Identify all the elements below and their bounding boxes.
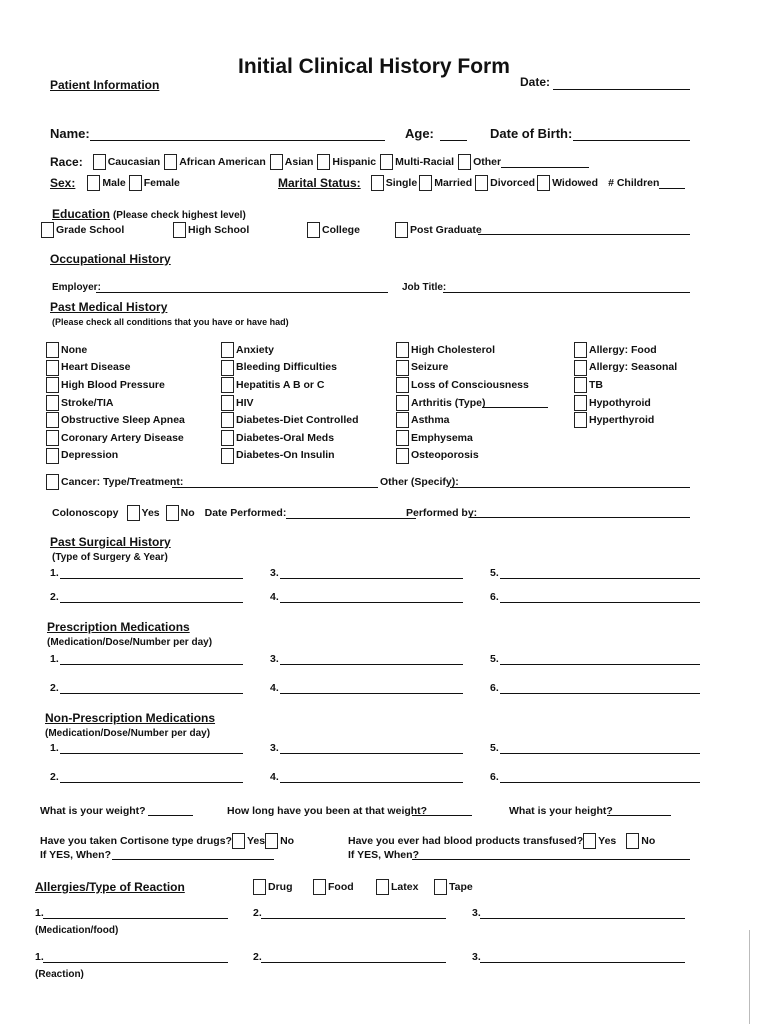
condition-label: Hyperthyroid — [589, 414, 655, 427]
condition-label: Coronary Artery Disease — [61, 431, 184, 444]
entry-field[interactable] — [500, 578, 700, 579]
employer-label: Employer: — [52, 282, 101, 293]
entry-field[interactable] — [500, 693, 700, 694]
condition-item — [221, 395, 254, 411]
race-option: Asian — [284, 155, 314, 168]
race-other-field[interactable] — [501, 157, 589, 168]
condition-item — [221, 360, 337, 376]
allergy-field[interactable] — [480, 918, 685, 919]
condition-item — [396, 377, 529, 393]
race-option: Hispanic — [332, 155, 377, 168]
marital-label: Marital Status: — [278, 176, 361, 190]
condition-checkbox[interactable] — [46, 430, 59, 446]
entry-field[interactable] — [500, 664, 700, 665]
race-checkbox[interactable] — [380, 154, 393, 170]
condition-item — [574, 377, 603, 393]
entry-number: 3. — [472, 907, 481, 919]
height-field[interactable] — [607, 815, 671, 816]
marital-option: Married — [434, 176, 473, 189]
condition-label: Allergy: Food — [589, 343, 657, 356]
performed-by-label: Performed by: — [406, 507, 478, 519]
name-field[interactable] — [90, 140, 385, 141]
allergy-option — [313, 879, 354, 895]
sex-label: Sex: — [50, 176, 76, 190]
edu-checkbox[interactable] — [395, 222, 408, 238]
condition-item — [396, 360, 448, 376]
allergy-field[interactable] — [43, 962, 228, 963]
condition-checkbox[interactable] — [46, 377, 59, 393]
blood-label: Have you ever had blood products transfused? — [348, 834, 584, 847]
allergy-checkbox[interactable] — [376, 879, 389, 895]
entry-number: 4. — [270, 591, 279, 603]
weight-field[interactable] — [148, 815, 193, 816]
sex-checkbox[interactable] — [129, 175, 142, 191]
condition-checkbox[interactable] — [221, 377, 234, 393]
date-label: Date: — [520, 75, 551, 89]
age-label: Age: — [405, 126, 434, 141]
condition-label: Bleeding Difficulties — [236, 361, 337, 374]
allergy-field[interactable] — [43, 918, 228, 919]
date-field[interactable] — [553, 89, 690, 90]
condition-label: Obstructive Sleep Apnea — [61, 414, 185, 427]
allergies-heading: Allergies/Type of Reaction — [35, 880, 185, 894]
allergy-option — [253, 879, 293, 895]
arthritis-type-field[interactable] — [482, 407, 548, 408]
entry-number: 1. — [35, 951, 44, 963]
edu-checkbox[interactable] — [41, 222, 54, 238]
condition-label: None — [61, 343, 88, 356]
entry-number: 6. — [490, 682, 499, 694]
entry-field[interactable] — [60, 578, 243, 579]
edu-label: College — [322, 223, 360, 236]
education-label: Education — [52, 207, 111, 221]
race-option: Caucasian — [107, 155, 161, 168]
entry-field[interactable] — [280, 664, 463, 665]
blood-yes-checkbox[interactable] — [583, 833, 596, 849]
cancer-checkbox[interactable] — [46, 474, 59, 490]
condition-item — [574, 360, 677, 376]
allergy-checkbox[interactable] — [434, 879, 447, 895]
education-note: (Please check highest level) — [112, 210, 246, 221]
condition-label: Asthma — [411, 414, 450, 427]
cancer-field[interactable] — [172, 487, 378, 488]
allergy-option — [434, 879, 473, 895]
condition-checkbox[interactable] — [574, 377, 587, 393]
condition-checkbox[interactable] — [221, 448, 234, 464]
cancer-label: Cancer: Type/Treatment: — [61, 475, 184, 488]
marital-option: Divorced — [490, 176, 536, 189]
entry-field[interactable] — [280, 782, 463, 783]
condition-label: Seizure — [411, 361, 449, 374]
condition-checkbox[interactable] — [221, 360, 234, 376]
reaction-label: (Reaction) — [35, 969, 84, 980]
condition-checkbox[interactable] — [396, 395, 409, 411]
psh-note: (Type of Surgery & Year) — [52, 552, 168, 563]
condition-label: Allergy: Seasonal — [589, 361, 678, 374]
performed-by-field[interactable] — [470, 517, 690, 518]
blood-when-field[interactable] — [412, 859, 690, 860]
entry-number: 3. — [270, 567, 279, 579]
condition-item — [221, 412, 359, 428]
dob-field[interactable] — [573, 140, 690, 141]
height-label: What is your height? — [509, 805, 613, 817]
allergy-field[interactable] — [261, 918, 446, 919]
entry-number: 6. — [490, 771, 499, 783]
medication-food-label: (Medication/food) — [35, 925, 119, 936]
dob-label: Date of Birth: — [490, 126, 573, 141]
sex-option: Male — [102, 176, 126, 189]
condition-item — [46, 342, 87, 358]
yes-label: Yes — [246, 834, 266, 847]
edu-option — [395, 222, 482, 238]
condition-label: High Cholesterol — [411, 343, 496, 356]
marital-checkbox[interactable] — [475, 175, 488, 191]
condition-checkbox[interactable] — [46, 448, 59, 464]
cortisone-row — [40, 833, 294, 849]
patient-info-heading: Patient Information — [50, 78, 160, 92]
date-performed-label: Date Performed: — [204, 506, 287, 519]
edu-option — [307, 222, 360, 238]
sex-option: Female — [143, 176, 180, 189]
entry-number: 3. — [270, 653, 279, 665]
entry-number: 2. — [50, 591, 59, 603]
cortisone-label: Have you taken Cortisone type drugs? — [40, 834, 232, 847]
entry-field[interactable] — [60, 664, 243, 665]
condition-item — [221, 342, 274, 358]
condition-label: HIV — [236, 396, 254, 409]
allergy-checkbox[interactable] — [313, 879, 326, 895]
allergy-field[interactable] — [261, 962, 446, 963]
condition-checkbox[interactable] — [221, 412, 234, 428]
children-label: # Children — [608, 176, 660, 189]
condition-item — [396, 395, 485, 411]
condition-item — [46, 395, 114, 411]
condition-item — [46, 377, 165, 393]
condition-checkbox[interactable] — [396, 412, 409, 428]
entry-number: 2. — [50, 771, 59, 783]
weight-duration-field[interactable] — [412, 815, 472, 816]
entry-field[interactable] — [60, 782, 243, 783]
condition-checkbox[interactable] — [396, 448, 409, 464]
cancer-row — [46, 474, 183, 490]
condition-label: Emphysema — [411, 431, 473, 444]
blood-when-label: If YES, When? — [348, 849, 419, 861]
condition-checkbox[interactable] — [574, 360, 587, 376]
condition-checkbox[interactable] — [396, 430, 409, 446]
condition-item — [46, 360, 130, 376]
race-checkbox[interactable] — [164, 154, 177, 170]
sex-row — [50, 175, 180, 191]
condition-item — [221, 448, 335, 464]
allergy-checkbox[interactable] — [253, 879, 266, 895]
condition-item — [396, 342, 495, 358]
marital-checkbox[interactable] — [419, 175, 432, 191]
condition-checkbox[interactable] — [574, 395, 587, 411]
condition-label: Stroke/TIA — [61, 396, 114, 409]
condition-item — [574, 412, 654, 428]
colonoscopy-no-checkbox[interactable] — [166, 505, 179, 521]
allergy-label: Food — [328, 880, 354, 893]
rx-heading: Prescription Medications — [47, 620, 190, 634]
marital-checkbox[interactable] — [371, 175, 384, 191]
condition-label: Diabetes-Diet Controlled — [236, 414, 359, 427]
entry-number: 4. — [270, 682, 279, 694]
edu-checkbox[interactable] — [307, 222, 320, 238]
colonoscopy-label: Colonoscopy — [52, 506, 119, 519]
condition-label: Heart Disease — [61, 361, 131, 374]
entry-number: 3. — [472, 951, 481, 963]
form-title: Initial Clinical History Form — [238, 55, 510, 78]
cortisone-yes-checkbox[interactable] — [232, 833, 245, 849]
colonoscopy-yes-checkbox[interactable] — [127, 505, 140, 521]
race-option: Multi-Racial — [395, 155, 455, 168]
condition-label: Diabetes-Oral Meds — [236, 431, 335, 444]
rx-note: (Medication/Dose/Number per day) — [47, 637, 213, 648]
marital-row — [278, 175, 685, 191]
entry-field[interactable] — [500, 782, 700, 783]
condition-item — [396, 430, 473, 446]
job-title-label: Job Title: — [402, 282, 447, 293]
sex-checkbox[interactable] — [87, 175, 100, 191]
entry-number: 2. — [253, 907, 262, 919]
entry-number: 1. — [50, 567, 59, 579]
allergy-option — [376, 879, 418, 895]
edu-label: Grade School — [56, 223, 125, 236]
entry-number: 1. — [50, 653, 59, 665]
pmh-heading: Past Medical History — [50, 300, 168, 314]
condition-item — [574, 395, 651, 411]
entry-field[interactable] — [280, 693, 463, 694]
otc-heading: Non-Prescription Medications — [45, 711, 216, 725]
condition-checkbox[interactable] — [221, 430, 234, 446]
condition-item — [46, 430, 184, 446]
condition-checkbox[interactable] — [396, 342, 409, 358]
condition-checkbox[interactable] — [396, 360, 409, 376]
allergy-field[interactable] — [480, 962, 685, 963]
condition-label: Diabetes-On Insulin — [236, 449, 335, 462]
marital-option: Widowed — [552, 176, 599, 189]
psh-heading: Past Surgical History — [50, 535, 171, 549]
weight-label: What is your weight? — [40, 805, 146, 817]
job-title-field[interactable] — [443, 292, 690, 293]
race-row — [50, 154, 589, 170]
no-label: No — [280, 834, 295, 847]
edu-checkbox[interactable] — [173, 222, 186, 238]
condition-checkbox[interactable] — [46, 412, 59, 428]
condition-item — [574, 342, 657, 358]
condition-checkbox[interactable] — [574, 412, 587, 428]
condition-label: Anxiety — [236, 343, 274, 356]
entry-number: 5. — [490, 567, 499, 579]
condition-label: Depression — [61, 449, 119, 462]
entry-field[interactable] — [60, 602, 243, 603]
entry-number: 5. — [490, 742, 499, 754]
condition-label: TB — [589, 378, 603, 391]
race-checkbox[interactable] — [270, 154, 283, 170]
yes-label: Yes — [141, 506, 160, 519]
yes-label: Yes — [598, 834, 617, 847]
no-label: No — [180, 506, 195, 519]
race-checkbox[interactable] — [458, 154, 471, 170]
condition-item — [221, 377, 324, 393]
entry-number: 1. — [50, 742, 59, 754]
age-field[interactable] — [440, 140, 467, 141]
race-option: Other — [473, 155, 502, 168]
allergy-label: Drug — [268, 880, 293, 893]
condition-label: Hepatitis A B or C — [236, 378, 325, 391]
condition-label: High Blood Pressure — [61, 378, 165, 391]
condition-checkbox[interactable] — [46, 395, 59, 411]
condition-checkbox[interactable] — [221, 395, 234, 411]
condition-checkbox[interactable] — [46, 342, 59, 358]
condition-item — [46, 448, 118, 464]
condition-label: Arthritis (Type) — [411, 396, 486, 409]
edu-option — [173, 222, 249, 238]
condition-label: Osteoporosis — [411, 449, 479, 462]
entry-number: 2. — [50, 682, 59, 694]
weight-duration-label: How long have you been at that weight? — [227, 805, 428, 817]
condition-checkbox[interactable] — [574, 342, 587, 358]
edu-label: Post Graduate — [410, 223, 482, 236]
entry-field[interactable] — [60, 693, 243, 694]
entry-field[interactable] — [280, 753, 463, 754]
entry-number: 6. — [490, 591, 499, 603]
condition-item — [396, 412, 450, 428]
pmh-note: (Please check all conditions that you have or have had) — [52, 317, 289, 327]
other-label: Other (Specify): — [380, 476, 459, 488]
education-heading — [52, 208, 246, 221]
condition-item — [46, 412, 185, 428]
employer-field[interactable] — [96, 292, 388, 293]
marital-option: Single — [385, 176, 418, 189]
race-option: African American — [179, 155, 266, 168]
race-label: Race: — [50, 155, 83, 169]
entry-number: 2. — [253, 951, 262, 963]
name-label: Name: — [50, 126, 90, 141]
occupational-heading: Occupational History — [50, 252, 171, 266]
other-field[interactable] — [450, 487, 690, 488]
cortisone-when-field[interactable] — [112, 859, 274, 860]
blood-no-checkbox[interactable] — [626, 833, 639, 849]
children-field[interactable] — [659, 178, 685, 189]
entry-number: 1. — [35, 907, 44, 919]
condition-label: Hypothyroid — [589, 396, 651, 409]
blood-row — [348, 833, 655, 849]
condition-item — [396, 448, 479, 464]
condition-checkbox[interactable] — [46, 360, 59, 376]
no-label: No — [641, 834, 656, 847]
date-performed-field[interactable] — [286, 508, 416, 519]
entry-number: 4. — [270, 771, 279, 783]
entry-field[interactable] — [500, 753, 700, 754]
cortisone-no-checkbox[interactable] — [265, 833, 278, 849]
entry-number: 5. — [490, 653, 499, 665]
entry-field[interactable] — [60, 753, 243, 754]
entry-field[interactable] — [500, 602, 700, 603]
entry-field[interactable] — [280, 602, 463, 603]
cortisone-when-label: If YES, When? — [40, 849, 111, 861]
race-checkbox[interactable] — [317, 154, 330, 170]
condition-label: Loss of Consciousness — [411, 378, 529, 391]
post-graduate-field[interactable] — [478, 234, 690, 235]
entry-number: 3. — [270, 742, 279, 754]
allergy-label: Latex — [391, 880, 419, 893]
edu-option — [41, 222, 124, 238]
colonoscopy-row — [52, 505, 416, 521]
scan-edge — [749, 930, 750, 1024]
marital-checkbox[interactable] — [537, 175, 550, 191]
allergy-label: Tape — [449, 880, 473, 893]
entry-field[interactable] — [280, 578, 463, 579]
otc-note: (Medication/Dose/Number per day) — [45, 728, 211, 739]
condition-item — [221, 430, 334, 446]
condition-checkbox[interactable] — [221, 342, 234, 358]
race-checkbox[interactable] — [93, 154, 106, 170]
edu-label: High School — [188, 223, 250, 236]
condition-checkbox[interactable] — [396, 377, 409, 393]
